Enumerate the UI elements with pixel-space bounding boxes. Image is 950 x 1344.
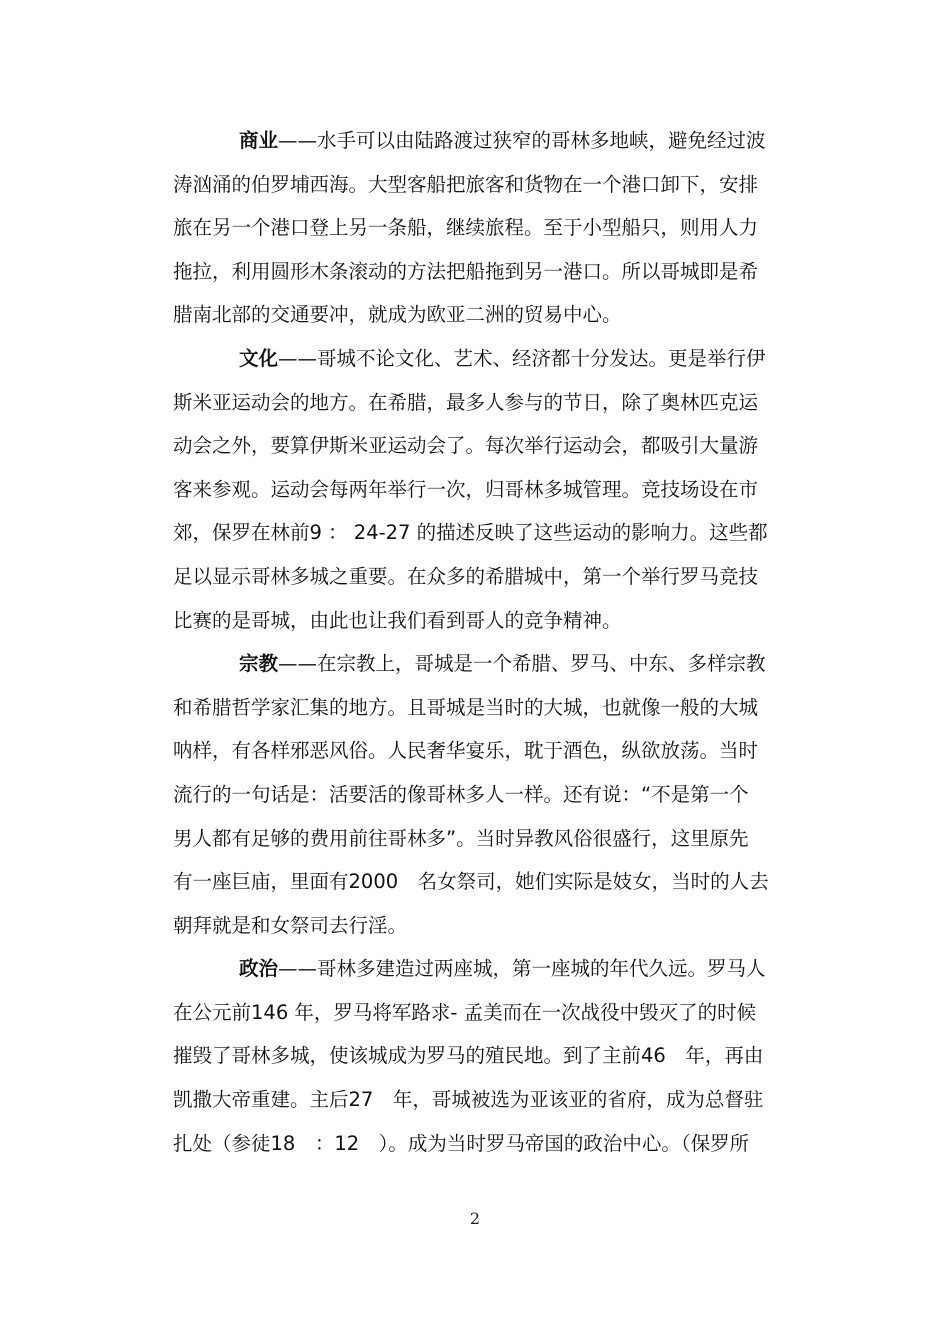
paragraph-commerce-line-4: 拖拉，利用圆形木条滚动的方法把船拖到另一港口。所以哥城即是希 — [173, 259, 759, 283]
paragraph-culture-line-3: 动会之外，要算伊斯米亚运动会了。每次举行运动会，都吸引大量游 — [173, 434, 759, 458]
paragraph-culture-line-6: 足以显示哥林多城之重要。在众多的希腊城中，第一个举行罗马竞技 — [173, 564, 759, 588]
paragraph-culture-line-4: 客来参观。运动会每两年举行一次，归哥林多城管理。竞技场设在市 — [173, 477, 759, 501]
paragraph-politics-line-5: 扎处（参徒18 ：12 ）。成为当时罗马帝国的政治中心。（保罗所 — [173, 1131, 750, 1155]
paragraph-culture-line-5: 郊，保罗在林前9 ： 24-27 的描述反映了这些运动的影响力。这些都 — [173, 521, 768, 545]
paragraph-religion-line-6: 有一座巨庙，里面有2000 名女祭司，她们实际是妓女，当时的人去 — [173, 870, 769, 894]
paragraph-religion-line-2: 和希腊哲学家汇集的地方。且哥城是当时的大城，也就像一般的大城 — [173, 695, 759, 719]
paragraph-commerce-line-1: 商业——水手可以由陆路渡过狭窄的哥林多地峡，避免经过波 — [239, 129, 766, 152]
paragraph-politics-line-2: 在公元前146 年，罗马将军路求- 孟美而在一次战役中毁灭了的时候 — [173, 1000, 757, 1024]
paragraph-culture-line-1: 文化——哥城不论文化、艺术、经济都十分发达。更是举行伊 — [239, 346, 766, 370]
paragraph-politics-line-3: 摧毁了哥林多城，使该城成为罗马的殖民地。到了主前46 年，再由 — [173, 1044, 764, 1068]
heading-commerce: 商业 — [239, 129, 279, 152]
paragraph-religion-line-5: 男人都有足够的费用前往哥林多”。当时异教风俗很盛行，这里原先 — [173, 826, 749, 850]
paragraph-religion-line-4: 流行的一句话是：活要活的像哥林多人一样。还有说：“不是第一个 — [173, 782, 749, 806]
paragraph-politics-line-1: 政治——哥林多建造过两座城，第一座城的年代久远。罗马人 — [239, 957, 766, 981]
paragraph-culture-line-7: 比赛的是哥城，由此也让我们看到哥人的竞争精神。 — [173, 608, 622, 632]
paragraph-religion-line-3: 呐样，有各样邪恶风俗。人民奢华宴乐，耽于酒色，纵欲放荡。当时 — [173, 739, 759, 763]
paragraph-commerce-line-3: 旅在另一个港口登上另一条船，继续旅程。至于小型船只，则用人力 — [173, 216, 759, 240]
paragraph-commerce-line-5: 腊南北部的交通要冲，就成为欧亚二洲的贸易中心。 — [173, 303, 622, 327]
paragraph-commerce-line-2: 涛汹涌的伯罗埔西海。大型客船把旅客和货物在一个港口卸下，安排 — [173, 172, 759, 196]
heading-politics: 政治 — [239, 957, 279, 981]
paragraph-politics-line-4: 凯撒大帝重建。主后27 年，哥城被选为亚该亚的省府，成为总督驻 — [173, 1088, 764, 1112]
heading-religion: 宗教 — [239, 652, 279, 676]
paragraph-culture-line-2: 斯米亚运动会的地方。在希腊，最多人参与的节日，除了奥林匹克运 — [173, 390, 759, 414]
body-text — [173, 119, 835, 1165]
heading-culture: 文化 — [239, 346, 279, 370]
paragraph-religion-line-1: 宗教——在宗教上，哥城是一个希腊、罗马、中东、多样宗教 — [239, 652, 766, 676]
page-number: 2 — [469, 1209, 481, 1228]
paragraph-religion-line-7: 朝拜就是和女祭司去行淫。 — [173, 913, 408, 937]
